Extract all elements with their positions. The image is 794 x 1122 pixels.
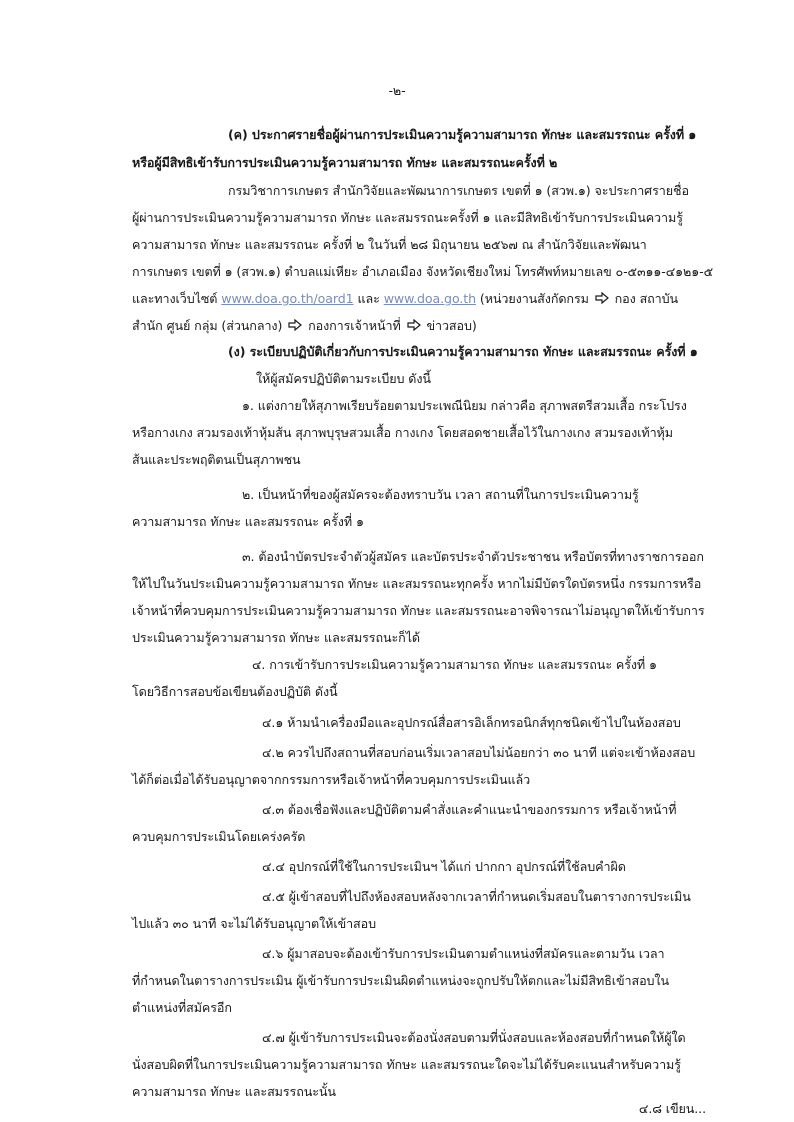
section-c-paragraph-line4: การเกษตร เขตที่ ๑ (สวพ.๑) ตำบลแม่เหียะ อำเภอเมือง จังหวัดเชียงใหม่ โทรศัพท์หมายเลข ๐-๕๓๑๑-๔๑๒๑-๕: [132, 264, 714, 279]
item4-line1: ๔. การเข้ารับการประเมินความรู้ความสามารถ ทักษะ และสมรรถนะ ครั้งที่ ๑: [252, 657, 657, 672]
subitem-4-6-line3: ตำแหน่งที่สมัครอีก: [132, 1000, 232, 1015]
subitem-4-3-line2: ควบคุมการประเมินโดยเคร่งครัด: [132, 829, 306, 844]
section-c-paragraph-line1: กรมวิชาการเกษตร สำนักวิจัยและพัฒนาการเกษตร เขตที่ ๑ (สวพ.๑) จะประกาศรายชื่อ: [228, 183, 689, 198]
continuation-marker: ๔.๘ เขียน...: [638, 1101, 706, 1116]
website-link-doa[interactable]: www.doa.go.th: [383, 291, 476, 306]
section-c-paragraph-line6: [132, 317, 477, 335]
item3-line1: ๓. ต้องนำบัตรประจำตัวผู้สมัคร และบัตรประจำตัวประชาชน หรือบัตรที่ทางราชการออก: [242, 549, 704, 564]
section-d-heading: (ง) ระเบียบปฏิบัติเกี่ยวกับการประเมินความรู้ความสามารถ ทักษะ และสมรรถนะ ครั้งที่ ๑: [228, 344, 698, 359]
subitem-4-6-line1: ๔.๖ ผู้มาสอบจะต้องเข้ารับการประเมินตามตำแหน่งที่สมัครและตามวัน เวลา: [262, 946, 665, 961]
subitem-4-7-line3: ความสามารถ ทักษะ และสมรรถนะนั้น: [132, 1084, 336, 1099]
item1-line1: ๑. แต่งกายให้สุภาพเรียบร้อยตามประเพณีนิยม กล่าวคือ สุภาพสตรีสวมเสื้อ กระโปรง: [242, 398, 687, 413]
subitem-4-5-line2: ไปแล้ว ๓๐ นาที จะไม่ได้รับอนุญาตให้เข้าสอบ: [132, 916, 377, 931]
subitem-4-7-line2: นั่งสอบผิดที่ในการประเมินความรู้ความสามารถ ทักษะ และสมรรถนะใดจะไม่ได้รับคะแนนสำหรับความรู้: [132, 1057, 681, 1072]
subitem-4-2-line2: ได้ก็ต่อเมื่อได้รับอนุญาตจากกรรมการหรือเจ้าหน้าที่ควบคุมการประเมินแล้ว: [132, 772, 531, 787]
agency-text: (หน่วยงานสังกัดกรม: [479, 291, 589, 306]
subitem-4-3-line1: ๔.๓ ต้องเชื่อฟังและปฏิบัติตามคำสั่งและคำแนะนำของกรรมการ หรือเจ้าหน้าที่: [262, 802, 677, 817]
item3-line4: ประเมินความรู้ความสามารถ ทักษะ และสมรรถนะก็ได้: [132, 630, 421, 645]
and-text: และ: [357, 291, 380, 306]
exam-news-text: ข่าวสอบ): [426, 318, 477, 333]
website-link-oard1[interactable]: www.doa.go.th/oard1: [221, 291, 354, 306]
subitem-4-2-line1: ๔.๒ ควรไปถึงสถานที่สอบก่อนเริ่มเวลาสอบไม่น้อยกว่า ๓๐ นาที แต่จะเข้าห้องสอบ: [262, 745, 696, 760]
central-office-text: สำนัก ศูนย์ กลุ่ม (ส่วนกลาง): [132, 318, 283, 333]
arrow-right-icon: [407, 319, 421, 331]
subitem-4-1: ๔.๑ ห้ามนำเครื่องมือและอุปกรณ์สื่อสารอิเล็กทรอนิกส์ทุกชนิดเข้าไปในห้องสอบ: [262, 715, 681, 730]
section-c-heading-line2: หรือผู้มีสิทธิเข้ารับการประเมินความรู้ความสามารถ ทักษะ และสมรรถนะครั้งที่ ๒: [132, 155, 558, 170]
arrow-right-icon: [595, 292, 609, 304]
section-c-paragraph-line2: ผู้ผ่านการประเมินความรู้ความสามารถ ทักษะ และสมรรถนะครั้งที่ ๑ และมีสิทธิเข้ารับการประเมินความรู้: [132, 210, 683, 225]
item3-line3: เจ้าหน้าที่ควบคุมการประเมินความรู้ความสามารถ ทักษะ และสมรรถนะอาจพิจารณาไม่อนุญาตให้เข้ารับการ: [132, 603, 705, 618]
section-c-paragraph-line3: ความสามารถ ทักษะ และสมรรถนะ ครั้งที่ ๒ ในวันที่ ๒๘ มิถุนายน ๒๕๖๗ ณ สำนักวิจัยและพัฒนา: [132, 237, 647, 252]
item1-line2: หรือกางเกง สวมรองเท้าหุ้มส้น สุภาพบุรุษสวมเสื้อ กางเกง โดยสอดชายเสื้อไว้ในกางเกง สวมรองเท้าหุ้ม: [132, 425, 673, 440]
division-text: กอง สถาบัน: [614, 291, 679, 306]
item4-line2: โดยวิธีการสอบข้อเขียนต้องปฏิบัติ ดังนี้: [132, 684, 338, 699]
subitem-4-4: ๔.๔ อุปกรณ์ที่ใช้ในการประเมินฯ ได้แก่ ปากกา อุปกรณ์ที่ใช้ลบคำผิด: [262, 859, 626, 874]
personnel-division-text: กองการเจ้าหน้าที่: [308, 318, 401, 333]
section-d-intro: ให้ผู้สมัครปฏิบัติตามระเบียบ ดังนี้: [256, 371, 431, 386]
subitem-4-7-line1: ๔.๗ ผู้เข้ารับการประเมินจะต้องนั่งสอบตามที่นั่งสอบและห้องสอบที่กำหนดให้ผู้ใด: [262, 1030, 686, 1045]
item3-line2: ให้ไปในวันประเมินความรู้ความสามารถ ทักษะ และสมรรถนะทุกครั้ง หากไม่มีบัตรใดบัตรหนึ่ง กรรมการหรือ: [132, 576, 702, 591]
subitem-4-5-line1: ๔.๕ ผู้เข้าสอบที่ไปถึงห้องสอบหลังจากเวลาที่กำหนดเริ่มสอบในตารางการประเมิน: [262, 889, 691, 904]
section-c-heading-line1: (ค) ประกาศรายชื่อผู้ผ่านการประเมินความรู้ความสามารถ ทักษะ และสมรรถนะ ครั้งที่ ๑: [228, 127, 697, 142]
item1-line3: ส้นและประพฤติตนเป็นสุภาพชน: [132, 452, 301, 467]
section-c-paragraph-line5: [132, 290, 678, 308]
subitem-4-6-line2: ที่กำหนดในตารางการประเมิน ผู้เข้ารับการประเมินผิดตำแหน่งจะถูกปรับให้ตกและไม่มีสิทธิเข้าสอบใน: [132, 973, 669, 988]
page-number: -๒-: [388, 83, 406, 98]
website-text: และทางเว็บไซต์: [132, 291, 218, 306]
item2-line1: ๒. เป็นหน้าที่ของผู้สมัครจะต้องทราบวัน เวลา สถานที่ในการประเมินความรู้: [242, 487, 639, 502]
arrow-right-icon: [288, 319, 302, 331]
item2-line2: ความสามารถ ทักษะ และสมรรถนะ ครั้งที่ ๑: [132, 514, 364, 529]
